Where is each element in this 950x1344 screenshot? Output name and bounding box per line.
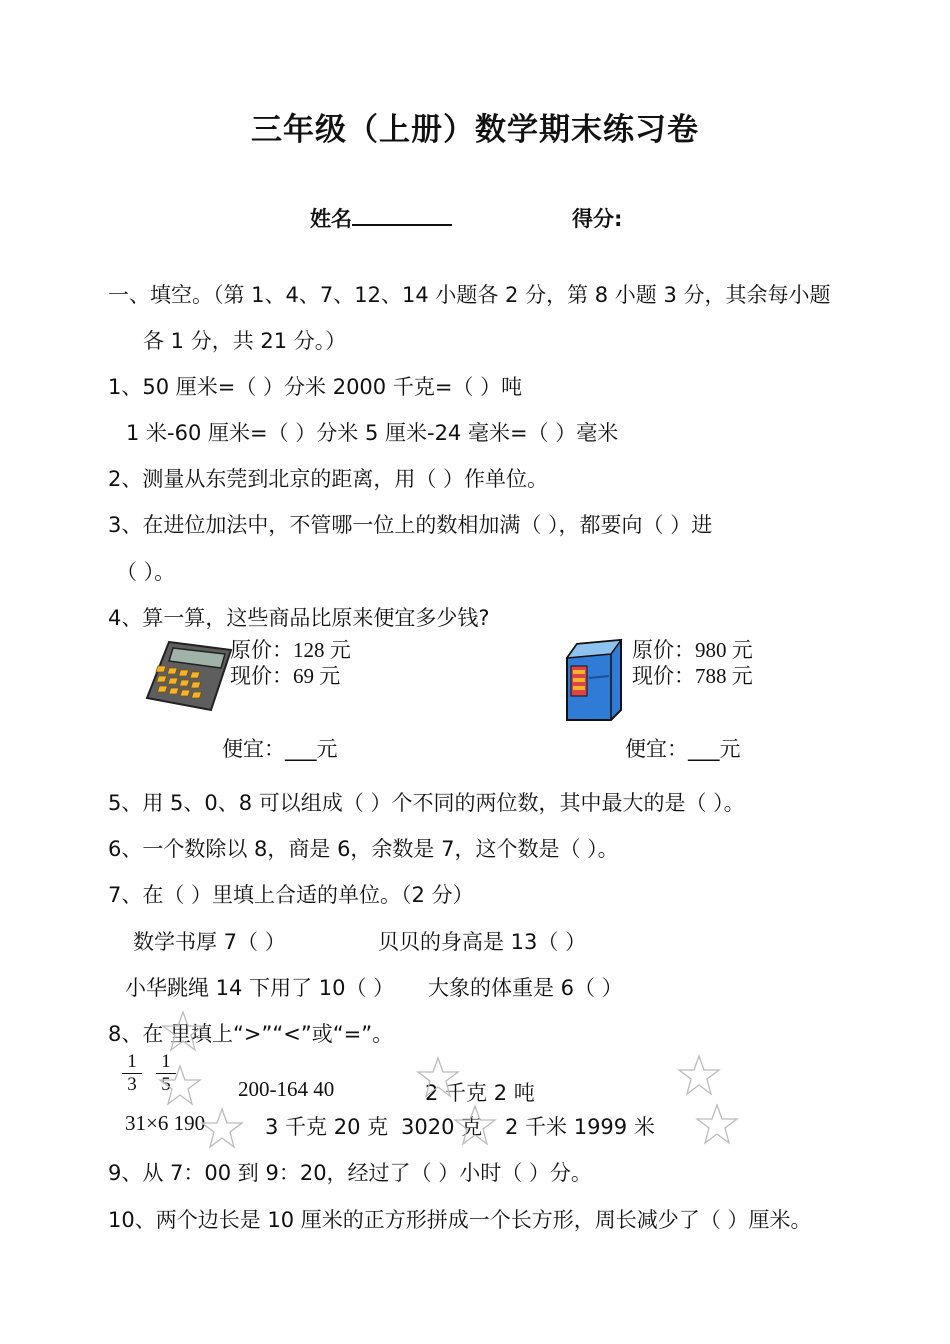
question-8: 8、在 里填上“>”“<”或“=”。: [108, 1022, 394, 1046]
star-icon[interactable]: [200, 1107, 244, 1151]
calculator-icon: [143, 638, 235, 714]
item1-original-price: 原价：128 元: [230, 638, 351, 662]
question-9: 9、从 7：00 到 9：20，经过了（ ）小时（ ）分。: [108, 1161, 592, 1185]
question-6: 6、一个数除以 8，商是 6，余数是 7，这个数是（ ）。: [108, 837, 619, 861]
star-icon[interactable]: [161, 1010, 205, 1054]
fraction-denominator: 3: [127, 1074, 137, 1095]
question-7-a: 数学书厚 7（ ）: [133, 930, 286, 954]
question-7-b: 贝贝的身高是 13（ ）: [378, 930, 587, 954]
fraction-numerator: 1: [122, 1051, 142, 1074]
section-heading-line1: 一、填空。（第 1、4、7、12、14 小题各 2 分，第 8 小题 3 分，其余每小题: [108, 283, 831, 307]
question-3-line1: 3、在进位加法中，不管哪一位上的数相加满（ ），都要向（ ）进: [108, 513, 713, 537]
star-icon[interactable]: [677, 1054, 721, 1098]
name-field: [310, 203, 452, 233]
question-8-item-f: 3020 克: [401, 1115, 483, 1139]
star-icon[interactable]: [453, 1104, 497, 1148]
question-10: 10、两个边长是 10 厘米的正方形拼成一个长方形，周长减少了（ ）厘米。: [108, 1208, 812, 1232]
question-8-item-d: 31×6 190: [125, 1111, 206, 1135]
question-8-item-c: 2 千克 2 吨: [425, 1081, 535, 1105]
star-icon[interactable]: [158, 1064, 202, 1108]
question-3-line2: （ ）。: [116, 560, 176, 584]
item2-original-price: 原价：980 元: [632, 638, 753, 662]
question-8-item-g: 2 千米 1999 米: [505, 1115, 655, 1139]
fraction-numerator: 1: [156, 1051, 176, 1074]
star-icon[interactable]: [416, 1056, 460, 1100]
item2-cheaper: 便宜：___元: [625, 737, 741, 761]
section-heading-line2: 各 1 分，共 21 分。）: [143, 329, 347, 353]
question-7-d: 大象的体重是 6（ ）: [428, 976, 623, 1000]
question-4: 4、算一算，这些商品比原来便宜多少钱?: [108, 606, 490, 630]
fraction-one-third: [122, 1051, 142, 1096]
book-icon: [563, 638, 625, 722]
question-8-item-b: 200-164 40: [238, 1077, 335, 1101]
name-label: 姓名: [310, 207, 352, 231]
question-1-line1: 1、50 厘米=（ ）分米 2000 千克=（ ）吨: [108, 375, 523, 399]
name-blank[interactable]: [352, 204, 452, 226]
item1-cheaper: 便宜：___元: [222, 737, 338, 761]
question-7-c: 小华跳绳 14 下用了 10（ ）: [125, 976, 395, 1000]
page-title: 三年级（上册）数学期末练习卷: [251, 112, 699, 148]
question-1-line2: 1 米-60 厘米=（ ）分米 5 厘米-24 毫米=（ ）毫米: [126, 421, 619, 445]
star-icon[interactable]: [695, 1103, 739, 1147]
item1-current-price: 现价：69 元: [230, 664, 341, 688]
question-7: 7、在（ ）里填上合适的单位。（2 分）: [108, 883, 474, 907]
question-5: 5、用 5、0、8 可以组成（ ）个不同的两位数，其中最大的是（ ）。: [108, 791, 745, 815]
fraction-denominator: 5: [161, 1074, 171, 1095]
question-8-item-e: 3 千克 20 克: [265, 1115, 389, 1139]
question-2: 2、测量从东莞到北京的距离，用（ ）作单位。: [108, 467, 549, 491]
score-label: 得分:: [572, 207, 623, 231]
item2-current-price: 现价：788 元: [632, 664, 753, 688]
